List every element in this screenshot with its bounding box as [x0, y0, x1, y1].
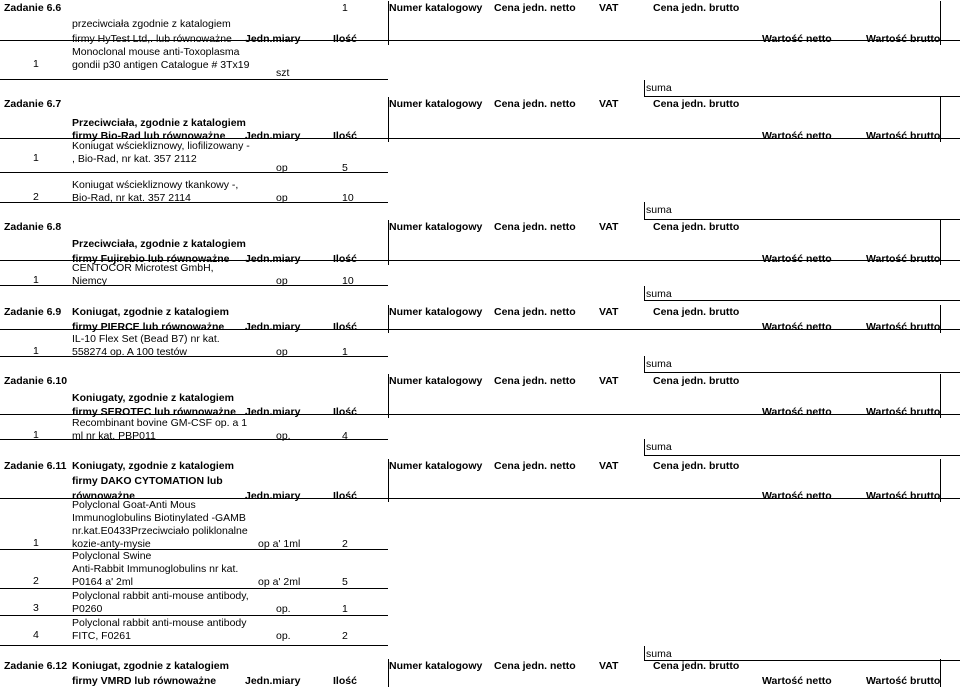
sum-rule [644, 372, 960, 373]
col-gross-price: Cena jedn. brutto [653, 2, 740, 14]
price-header-divider [388, 374, 389, 418]
col-catalog-no: Numer katalogowy [389, 221, 483, 233]
item-description: P0260 [72, 603, 103, 615]
section-header-line: firmy Bio-Rad lub równoważne [72, 130, 226, 142]
col-unit: Jedn.miary [245, 321, 301, 333]
item-description: Polyclonal Swine [72, 550, 152, 562]
item-rule [0, 549, 388, 550]
item-unit: op [276, 346, 288, 358]
sum-label: suma [646, 288, 672, 300]
sum-divider [644, 202, 645, 219]
col-catalog-no: Numer katalogowy [389, 98, 483, 110]
item-qty: 1 [342, 346, 348, 358]
item-number: 2 [33, 191, 39, 203]
item-number: 1 [33, 345, 39, 357]
col-gross-value: Wartość brutto [866, 253, 941, 265]
col-vat: VAT [599, 2, 619, 14]
sum-rule [644, 300, 960, 301]
section-header-line: równoważne [72, 490, 136, 502]
price-header-divider [388, 1, 389, 45]
header-rule [0, 138, 960, 139]
item-description: Monoclonal mouse anti-Toxoplasma [72, 46, 240, 58]
col-catalog-no: Numer katalogowy [389, 660, 483, 672]
col-net-price: Cena jedn. netto [494, 460, 576, 472]
sum-rule [644, 96, 960, 97]
col-unit: Jedn.miary [245, 130, 301, 142]
header-rule [0, 260, 960, 261]
item-rule [0, 356, 388, 357]
col-qty: Ilość [333, 321, 357, 333]
item-unit: op. [276, 430, 291, 442]
item-qty: 1 [342, 2, 348, 14]
section-header-line: firmy HyTest Ltd,. lub równoważne [72, 33, 232, 45]
item-qty: 2 [342, 630, 348, 642]
item-description: Koniugat wściekliznowy tkankowy -, [72, 179, 239, 191]
col-gross-value: Wartość brutto [866, 406, 941, 418]
right-border [940, 374, 941, 418]
col-catalog-no: Numer katalogowy [389, 375, 483, 387]
item-unit: szt [276, 67, 290, 79]
section-header-line: Koniugat, zgodnie z katalogiem [72, 306, 229, 318]
col-gross-price: Cena jedn. brutto [653, 98, 740, 110]
item-description: Recombinant bovine GM-CSF op. a 1 [72, 417, 248, 429]
item-description: , Bio-Rad, nr kat. 357 2112 [72, 153, 197, 165]
col-gross-value: Wartość brutto [866, 130, 941, 142]
item-description: CENTOCOR Microtest GmbH, [72, 262, 214, 274]
item-qty: 1 [342, 603, 348, 615]
col-net-value: Wartość netto [762, 321, 832, 333]
section-header-line: firmy Fujirebio lub równoważne [72, 253, 230, 265]
col-gross-price: Cena jedn. brutto [653, 460, 740, 472]
col-qty: Ilość [333, 406, 357, 418]
item-description: FITC, F0261 [72, 630, 131, 642]
col-net-price: Cena jedn. netto [494, 98, 576, 110]
price-header-divider [388, 459, 389, 502]
item-qty: 5 [342, 162, 348, 174]
col-unit: Jedn.miary [245, 406, 301, 418]
item-description: 558274 op. A 100 testów [72, 346, 188, 358]
item-rule [0, 79, 388, 80]
right-border [940, 305, 941, 333]
col-unit: Jedn.miary [245, 675, 301, 687]
sum-label: suma [646, 204, 672, 216]
right-border [940, 97, 941, 142]
col-catalog-no: Numer katalogowy [389, 306, 483, 318]
col-net-price: Cena jedn. netto [494, 2, 576, 14]
col-gross-price: Cena jedn. brutto [653, 660, 740, 672]
item-unit: op. [276, 630, 291, 642]
item-rule [0, 588, 388, 589]
col-vat: VAT [599, 660, 619, 672]
item-rule [0, 202, 388, 203]
item-description: Polyclonal Goat-Anti Mous [72, 499, 196, 511]
col-unit: Jedn.miary [245, 253, 301, 265]
section-header-line: Przeciwciała, zgodnie z katalogiem [72, 238, 246, 250]
item-rule [0, 172, 388, 173]
sum-rule [644, 455, 960, 456]
item-rule [0, 615, 388, 616]
col-qty: Ilość [333, 33, 357, 45]
item-description: Polyclonal rabbit anti-mouse antibody, [72, 590, 249, 602]
col-gross-price: Cena jedn. brutto [653, 306, 740, 318]
item-number: 1 [33, 152, 39, 164]
item-unit: op a' 2ml [258, 576, 301, 588]
col-catalog-no: Numer katalogowy [389, 2, 483, 14]
item-description: ml nr kat. PBP011 [72, 430, 156, 442]
sum-label: suma [646, 648, 672, 660]
item-unit: op. [276, 603, 291, 615]
col-qty: Ilość [333, 675, 357, 687]
col-vat: VAT [599, 98, 619, 110]
item-number: 1 [33, 274, 39, 286]
col-net-price: Cena jedn. netto [494, 375, 576, 387]
right-border [940, 459, 941, 502]
col-net-value: Wartość netto [762, 130, 832, 142]
col-net-value: Wartość netto [762, 675, 832, 687]
right-border [940, 220, 941, 265]
item-number: 4 [33, 629, 39, 641]
col-qty: Ilość [333, 253, 357, 265]
section-title: Zadanie 6.8 [4, 221, 62, 233]
col-qty: Ilość [333, 130, 357, 142]
sum-divider [644, 286, 645, 300]
col-net-price: Cena jedn. netto [494, 660, 576, 672]
item-description: Polyclonal rabbit anti-mouse antibody [72, 617, 247, 629]
col-net-value: Wartość netto [762, 253, 832, 265]
col-gross-price: Cena jedn. brutto [653, 221, 740, 233]
section-title: Zadanie 6.9 [4, 306, 62, 318]
item-qty: 4 [342, 430, 348, 442]
sum-divider [644, 356, 645, 372]
sum-label: suma [646, 358, 672, 370]
col-vat: VAT [599, 306, 619, 318]
sum-divider [644, 439, 645, 455]
section-title: Zadanie 6.6 [4, 2, 62, 14]
col-unit: Jedn.miary [245, 490, 301, 502]
item-number: 2 [33, 575, 39, 587]
item-qty: 10 [342, 192, 354, 204]
item-description: Niemcy [72, 275, 108, 287]
price-header-divider [388, 220, 389, 265]
section-header-line: firmy SEROTEC lub równoważne [72, 406, 236, 418]
right-border [940, 1, 941, 45]
item-description: Koniugat wściekliznowy, liofilizowany - [72, 140, 250, 152]
price-header-divider [388, 659, 389, 687]
item-number: 1 [33, 58, 39, 70]
section-header-line: Koniugaty, zgodnie z katalogiem [72, 392, 234, 404]
section-header-line: Koniugat, zgodnie z katalogiem [72, 660, 229, 672]
col-vat: VAT [599, 221, 619, 233]
item-unit: op [276, 192, 288, 204]
header-rule [0, 414, 960, 415]
section-header-line: firmy DAKO CYTOMATION lub [72, 475, 223, 487]
sum-divider [644, 80, 645, 96]
item-number: 1 [33, 537, 39, 549]
section-title: Zadanie 6.10 [4, 375, 68, 387]
col-net-price: Cena jedn. netto [494, 306, 576, 318]
item-qty: 5 [342, 576, 348, 588]
item-description: kozie-anty-mysie [72, 538, 151, 550]
item-qty: 2 [342, 538, 348, 550]
col-gross-value: Wartość brutto [866, 675, 941, 687]
sum-rule [644, 219, 960, 220]
col-gross-price: Cena jedn. brutto [653, 375, 740, 387]
section-header-line: Koniugaty, zgodnie z katalogiem [72, 460, 234, 472]
item-qty: 10 [342, 275, 354, 287]
sum-divider [644, 646, 645, 660]
col-unit: Jedn.miary [245, 33, 301, 45]
section-title: Zadanie 6.12 [4, 660, 68, 672]
item-rule [0, 645, 388, 646]
section-header-line: firmy VMRD lub równoważne [72, 675, 217, 687]
item-description: Anti-Rabbit Immunoglobulins nr kat. [72, 563, 239, 575]
col-catalog-no: Numer katalogowy [389, 460, 483, 472]
item-description: Bio-Rad, nr kat. 357 2114 [72, 192, 191, 204]
col-gross-value: Wartość brutto [866, 490, 941, 502]
col-net-price: Cena jedn. netto [494, 221, 576, 233]
section-header-line: przeciwciała zgodnie z katalogiem [72, 18, 231, 30]
price-header-divider [388, 305, 389, 333]
section-header-line: Przeciwciała, zgodnie z katalogiem [72, 117, 246, 129]
col-gross-value: Wartość brutto [866, 33, 941, 45]
item-description: nr.kat.E0433Przeciwciało poliklonalne [72, 525, 248, 537]
sum-label: suma [646, 82, 672, 94]
col-vat: VAT [599, 375, 619, 387]
right-border [940, 659, 941, 687]
item-unit: op a' 1ml [258, 538, 301, 550]
section-title: Zadanie 6.7 [4, 98, 62, 110]
section-header-line: firmy PIERCE lub równoważne [72, 321, 225, 333]
col-net-value: Wartość netto [762, 490, 832, 502]
col-net-value: Wartość netto [762, 406, 832, 418]
col-qty: Ilość [333, 490, 357, 502]
header-rule [0, 40, 960, 41]
item-description: IL-10 Flex Set (Bead B7) nr kat. [72, 333, 220, 345]
item-description: gondii p30 antigen Catalogue # 3Tx19 [72, 59, 250, 71]
price-header-divider [388, 97, 389, 142]
item-number: 1 [33, 429, 39, 441]
item-description: Immunoglobulins Biotinylated -GAMB [72, 512, 246, 524]
item-number: 3 [33, 602, 39, 614]
item-rule [0, 285, 388, 286]
col-net-value: Wartość netto [762, 33, 832, 45]
item-unit: op [276, 275, 288, 287]
section-title: Zadanie 6.11 [4, 460, 67, 472]
item-rule [0, 439, 388, 440]
col-vat: VAT [599, 460, 619, 472]
item-description: P0164 a' 2ml [72, 576, 133, 588]
sum-label: suma [646, 441, 672, 453]
header-rule [0, 329, 960, 330]
item-unit: op [276, 162, 288, 174]
col-gross-value: Wartość brutto [866, 321, 941, 333]
